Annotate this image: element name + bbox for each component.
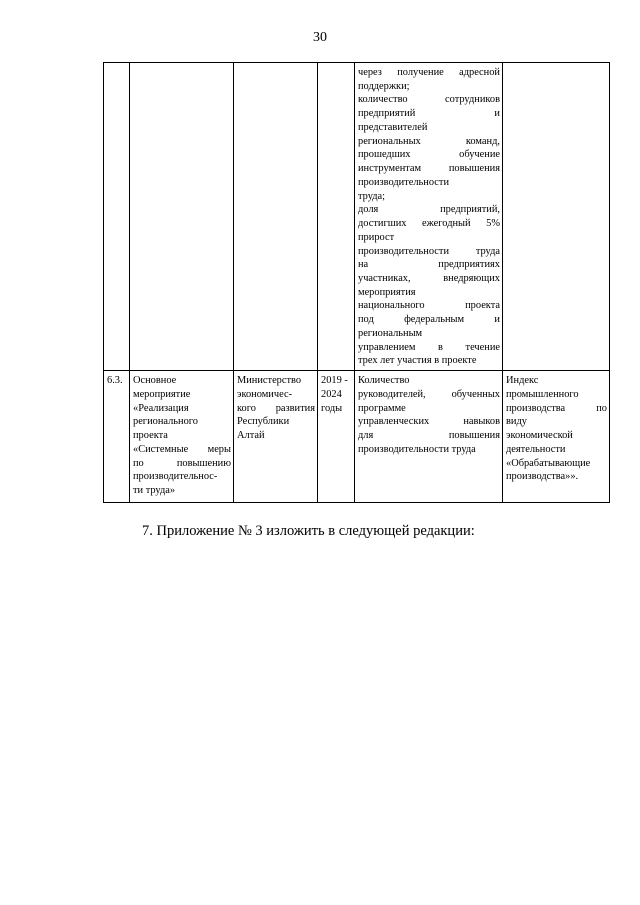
- text-line: 2024: [321, 388, 342, 400]
- text-line: промышленного: [506, 388, 579, 400]
- text-line: производительности труда: [358, 245, 500, 257]
- text-line: доля предприятий,: [358, 204, 500, 216]
- line-list: [358, 66, 500, 368]
- text-line: представителей: [358, 121, 428, 133]
- text-line: через получение адресной: [358, 67, 500, 78]
- program-table: [103, 62, 610, 503]
- text-line: «Реализация: [133, 402, 189, 414]
- text-line: управленческих навыков: [358, 416, 500, 428]
- text-line: годы: [321, 402, 343, 414]
- line-list: [133, 374, 231, 498]
- text-line: на предприятиях: [358, 259, 500, 271]
- cell-executor: [234, 371, 318, 503]
- text-line: национального проекта: [358, 300, 500, 312]
- table-row-6-3: [104, 371, 610, 503]
- text-line: Основное: [133, 375, 177, 387]
- text-line: экономичес-: [237, 388, 293, 400]
- text-line: региональных команд,: [358, 135, 500, 147]
- text-line: прошедших обучение: [358, 149, 500, 161]
- text-line: по повышению: [133, 457, 231, 469]
- text-line: Республики: [237, 416, 290, 428]
- page-number: 30: [313, 30, 327, 45]
- text-line: мероприятие: [133, 388, 191, 400]
- text-line: труда;: [358, 190, 386, 202]
- cell-row-number: 6.3.: [104, 371, 130, 503]
- text-line: Индекс: [506, 375, 539, 387]
- text-line: Министерство: [237, 375, 302, 387]
- text-line: Количество: [358, 375, 410, 387]
- line-list: [506, 374, 607, 484]
- text-line: поддержки;: [358, 80, 410, 92]
- cell-indicator: [355, 371, 503, 503]
- line-list: [321, 374, 352, 415]
- cell-target-indicator: [503, 371, 610, 503]
- text-line: экономической: [506, 430, 573, 442]
- line-list: [358, 374, 500, 456]
- text-line: трех лет участия в проекте: [358, 355, 477, 367]
- text-line: достигших ежегодный 5%: [358, 218, 500, 230]
- text-line: инструментам повышения: [358, 163, 500, 175]
- text-line: управлением в течение: [358, 341, 500, 353]
- text-line: «Обрабатывающие: [506, 457, 591, 469]
- text-line: мероприятия: [358, 286, 416, 298]
- text-line: деятельности: [506, 443, 566, 455]
- text-line: количество сотрудников: [358, 94, 500, 106]
- cell-executor-empty: [234, 63, 318, 371]
- cell-target-empty: [503, 63, 610, 371]
- text-line: предприятий и: [358, 108, 500, 120]
- cell-event-name: [130, 371, 234, 503]
- line-list: [237, 374, 315, 443]
- text-line: руководителей, обученных: [358, 388, 500, 400]
- table-row-continuation: [104, 63, 610, 371]
- text-line: «Системные меры: [133, 443, 231, 455]
- text-line: производительнос-: [133, 471, 218, 483]
- text-line: прирост: [358, 231, 395, 243]
- cell-event-empty: [130, 63, 234, 371]
- text-line: Алтай: [237, 430, 265, 442]
- text-line: производительности труда: [358, 443, 476, 455]
- text-line: регионального: [133, 416, 198, 428]
- text-line: ти труда»: [133, 485, 176, 497]
- closing-paragraph: 7. Приложение № 3 изложить в следующей редакции:: [142, 523, 475, 539]
- text-line: под федеральным и: [358, 314, 500, 326]
- cell-period-empty: [318, 63, 355, 371]
- text-line: проекта: [133, 430, 168, 442]
- text-line: 2019 -: [321, 375, 348, 387]
- text-line: производства»».: [506, 471, 579, 483]
- text-line: участниках, внедряющих: [358, 273, 500, 285]
- cell-period: [318, 371, 355, 503]
- text-line: производства по: [506, 402, 607, 414]
- text-line: программе: [358, 402, 406, 414]
- text-line: кого развития: [237, 402, 315, 414]
- text-line: региональным: [358, 327, 423, 339]
- text-line: производительности: [358, 176, 449, 188]
- text-line: виду: [506, 416, 527, 428]
- text-line: для повышения: [358, 430, 500, 442]
- cell-number-empty: [104, 63, 130, 371]
- cell-indicator-continued: [355, 63, 503, 371]
